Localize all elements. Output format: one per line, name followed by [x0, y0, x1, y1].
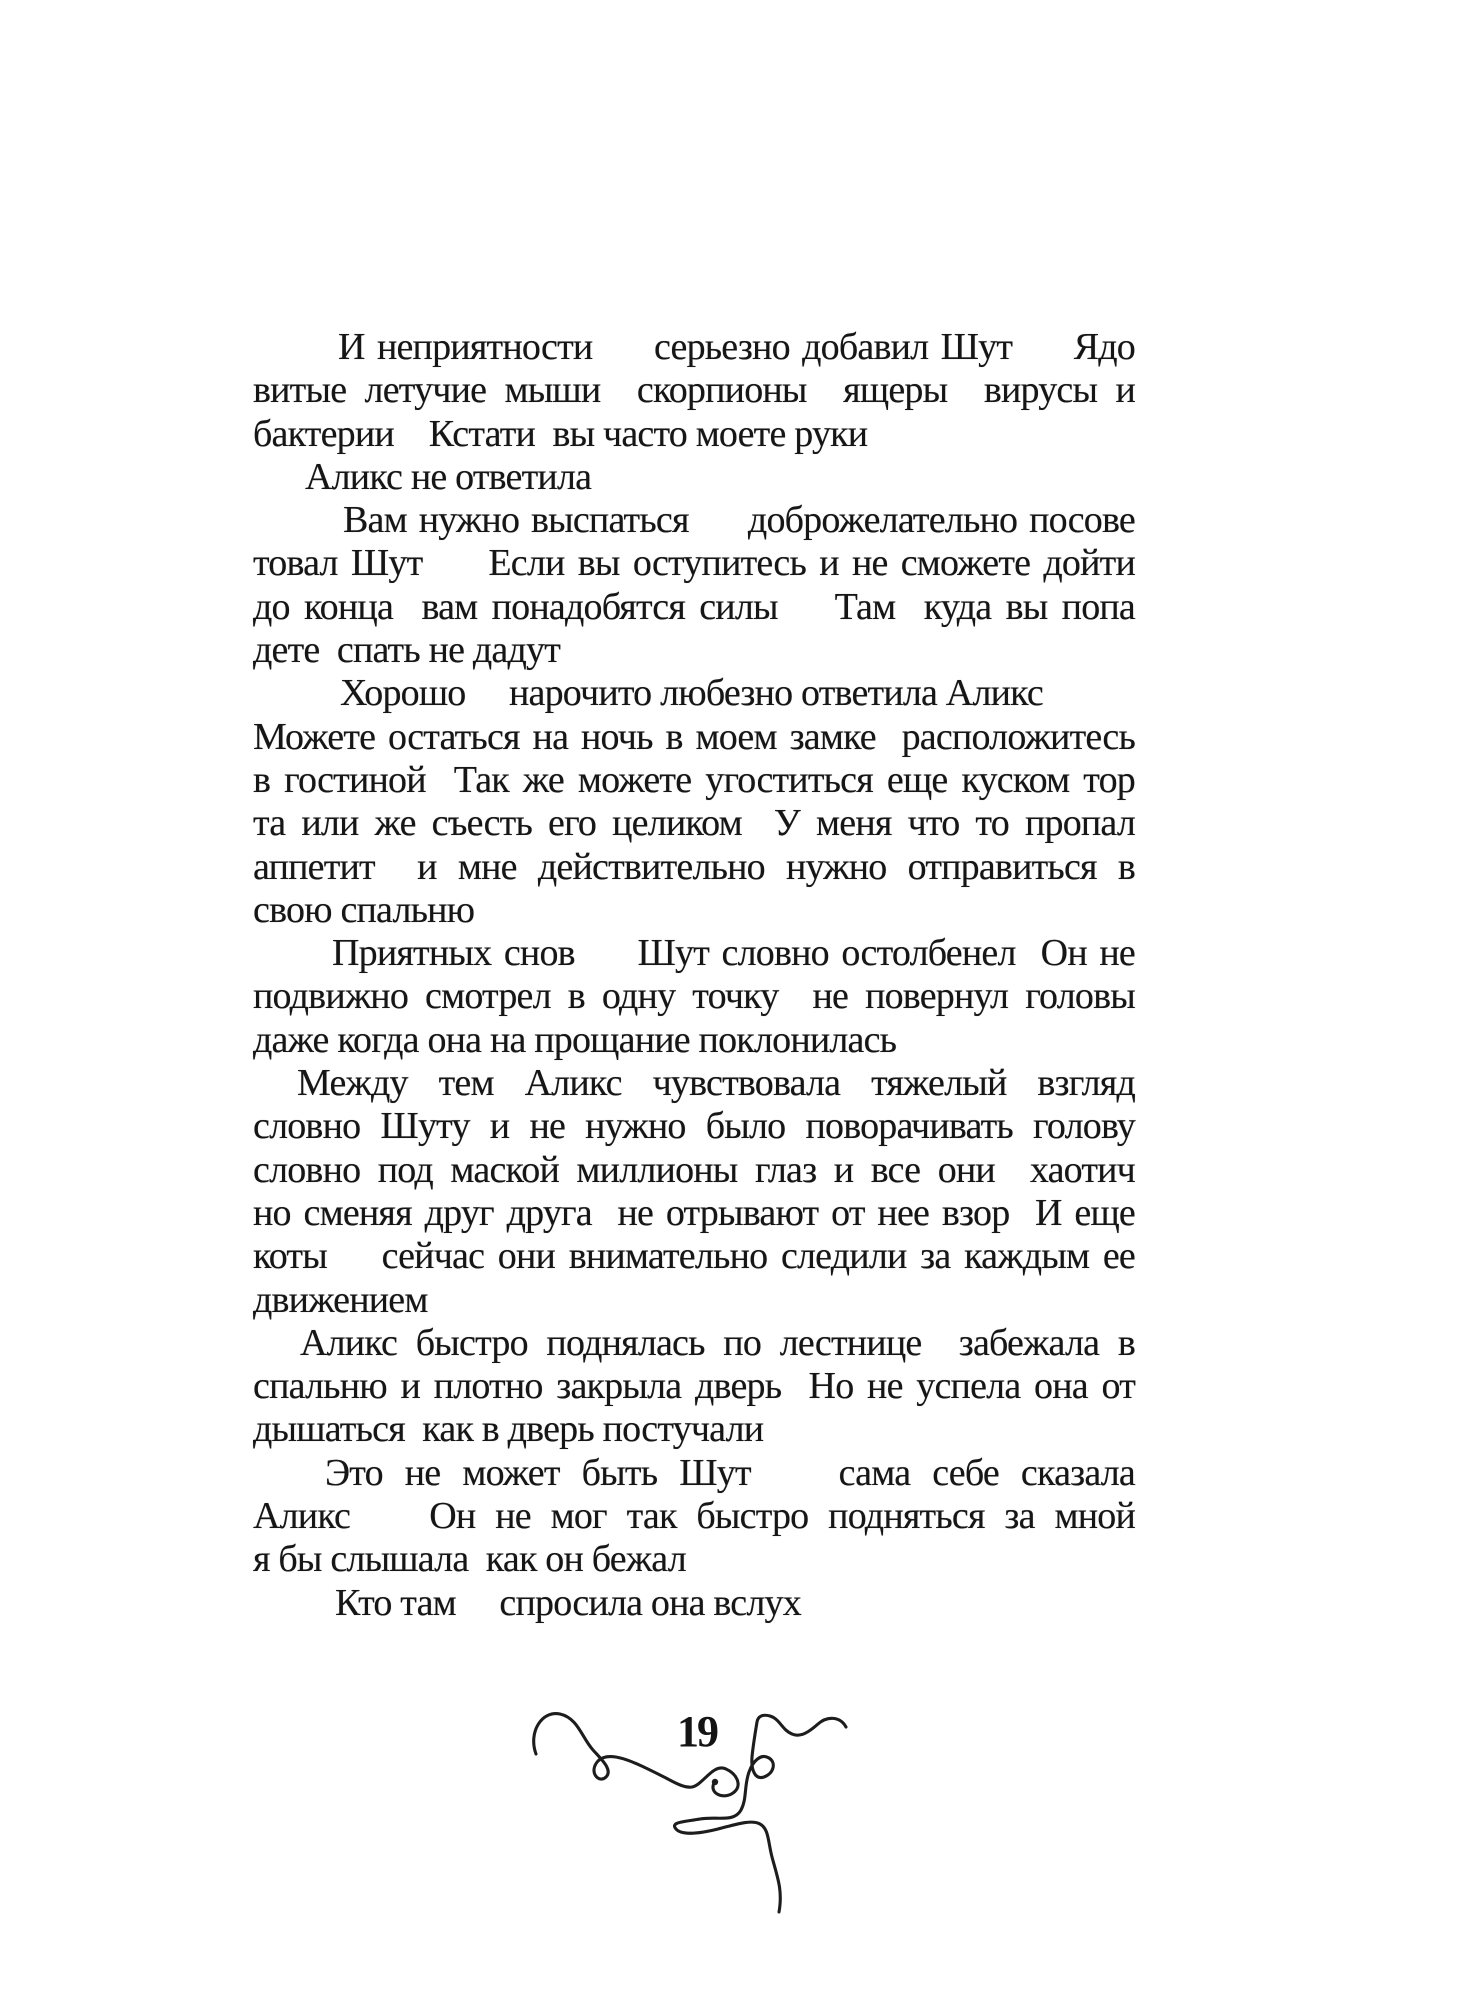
text-line: [253, 1322, 1135, 1365]
text-line-content: бактерии Кстати вы часто моете руки: [253, 412, 868, 455]
text-line: [253, 413, 1135, 456]
text-line: [253, 542, 1135, 585]
flourish-ink-dot: [712, 1779, 718, 1785]
text-line-content: Вам нужно выспаться доброжелательно посове: [343, 499, 1135, 542]
text-line: [253, 1235, 1135, 1278]
text-line-content: словно под маской миллионы глаз и все они хаотич: [253, 1148, 1135, 1191]
text-line-content: та или же съесть его целиком У меня что то пропал: [253, 802, 1135, 845]
text-line: [253, 1149, 1135, 1192]
text-line-content: до конца вам понадобятся силы Там куда вы попа: [253, 585, 1135, 628]
text-line-content: я бы слышала как он бежал: [253, 1538, 686, 1581]
text-line-content: Приятных снов Шут словно остолбенел Он не: [332, 932, 1135, 975]
text-line-content: Аликс Он не мог так быстро подняться за мной: [253, 1495, 1135, 1538]
text-line: [253, 932, 1135, 975]
text-line: [253, 326, 1135, 369]
text-line-content: Это не может быть Шут сама себе сказала: [325, 1451, 1135, 1494]
text-line: [253, 672, 1135, 715]
text-line: [253, 1582, 1135, 1625]
text-line-content: словно Шуту и не нужно было поворачивать голову: [253, 1105, 1135, 1148]
text-line-content: спальню и плотно закрыла дверь Но не успела она от: [253, 1365, 1135, 1408]
text-line-content: Между тем Аликс чувствовала тяжелый взгляд: [297, 1062, 1135, 1105]
text-line: [253, 1105, 1135, 1148]
text-line-content: аппетит и мне действительно нужно отправиться в: [253, 845, 1135, 888]
text-line: [253, 759, 1135, 802]
text-line-content: свою спальню: [253, 888, 475, 931]
text-line-content: коты сейчас они внимательно следили за каждым ее: [253, 1235, 1135, 1278]
text-line: [253, 802, 1135, 845]
text-line: [253, 1538, 1135, 1581]
text-line-content: дышаться как в дверь постучали: [253, 1408, 764, 1451]
text-line: [253, 975, 1135, 1018]
text-line: [253, 889, 1135, 932]
text-line-content: товал Шут Если вы оступитесь и не сможете дойти: [253, 542, 1135, 585]
text-line: [253, 846, 1135, 889]
text-line: [253, 1019, 1135, 1062]
text-line-content: Хорошо нарочито любезно ответила Аликс: [340, 672, 1043, 715]
text-line: [253, 716, 1135, 759]
text-line-content: но сменяя друг друга не отрывают от нее взор И еще: [253, 1191, 1135, 1234]
text-line-content: движением: [253, 1278, 428, 1321]
text-line-content: Можете остаться на ночь в моем замке расположитесь: [253, 715, 1135, 758]
text-line-content: И неприятности серьезно добавил Шут Ядо: [338, 326, 1135, 368]
text-line: [253, 1279, 1135, 1322]
text-line: [253, 1192, 1135, 1235]
text-line-content: Аликс быстро поднялась по лестнице забежала в: [300, 1321, 1135, 1364]
text-line-content: Аликс не ответила: [305, 455, 592, 498]
text-line-content: даже когда она на прощание поклонилась: [253, 1018, 897, 1061]
text-line-content: дете спать не дадут: [253, 629, 561, 672]
text-line: [253, 499, 1135, 542]
text-line: [253, 1408, 1135, 1451]
text-line: [253, 629, 1135, 672]
text-line: [253, 1452, 1135, 1495]
text-line-content: подвижно смотрел в одну точку не повернул головы: [253, 975, 1135, 1018]
text-line: [253, 1495, 1135, 1538]
text-line: [253, 586, 1135, 629]
text-line-content: в гостиной Так же можете угоститься еще куском тор: [253, 758, 1135, 801]
page-text-block: [253, 326, 1135, 1625]
text-line: [253, 1062, 1135, 1105]
text-line: [253, 369, 1135, 412]
text-line-content: витые летучие мыши скорпионы ящеры вирусы и: [253, 369, 1135, 412]
page-number: 19: [677, 1707, 717, 1756]
text-line: [253, 1365, 1135, 1408]
text-line-content: Кто там спросила она вслух: [335, 1581, 801, 1624]
text-line: [253, 456, 1135, 499]
